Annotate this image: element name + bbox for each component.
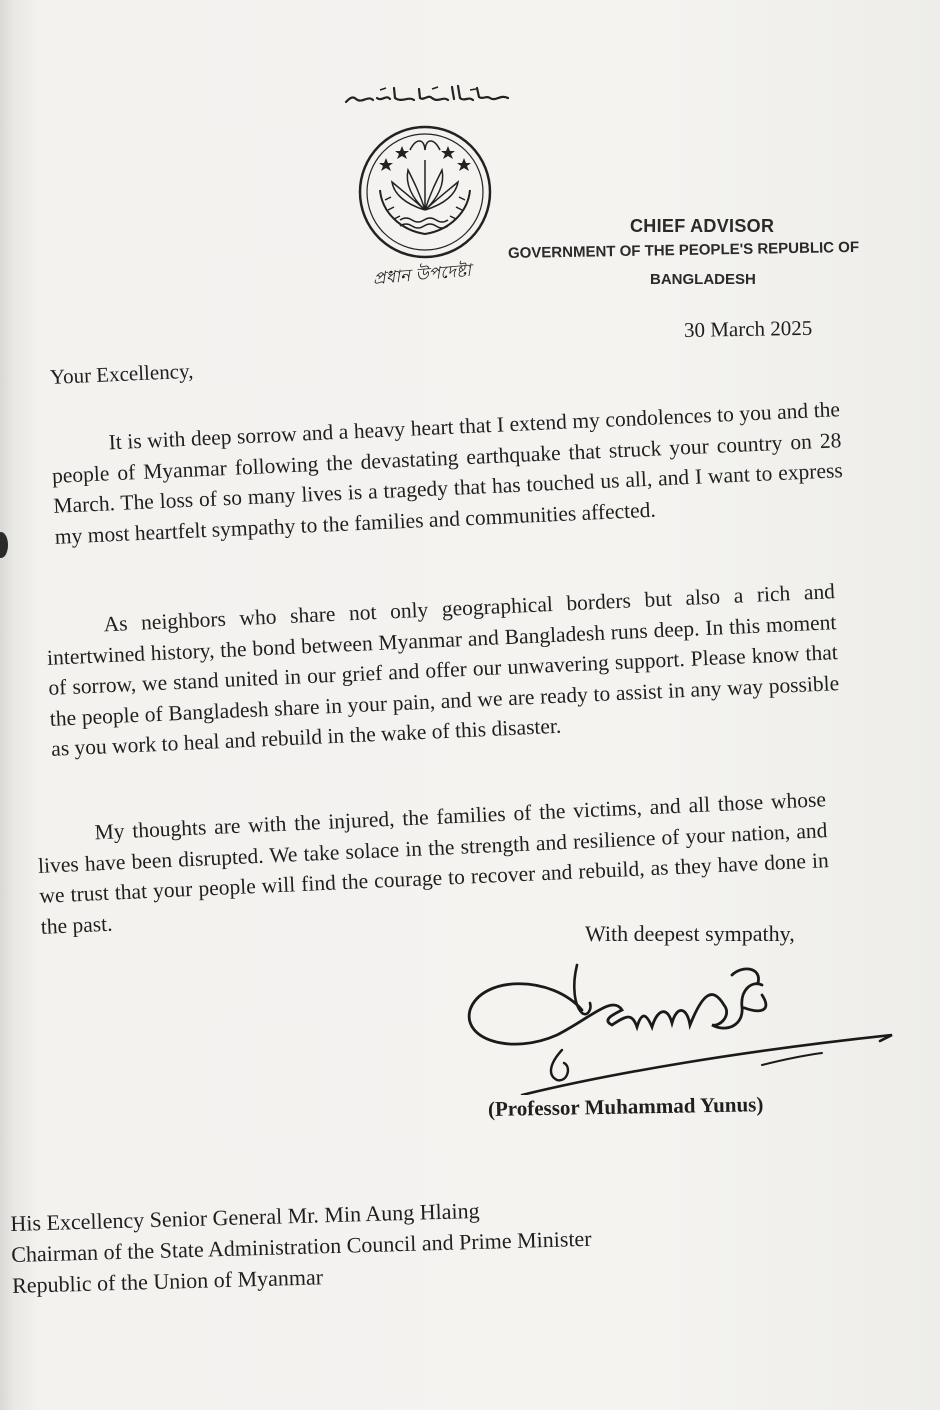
office-title: CHIEF ADVISOR <box>630 216 775 236</box>
body-paragraph-1: It is with deep sorrow and a heavy heart that I extend my condolences to you and the people of Myanmar following the devastating earthquake that struck your country on 28 March. The loss of so many lives is a tragedy that has touched us all, and I want to express my most heartfelt sympathy to the families and communities affected. <box>51 397 844 549</box>
bismillah-calligraphy <box>340 80 515 110</box>
addressee-line-1: His Excellency Senior General Mr. Min Aung Hlaing <box>10 1197 480 1236</box>
signatory-name: (Professor Muhammad Yunus) <box>487 1092 764 1121</box>
addressee-line-3: Republic of the Union of Myanmar <box>11 1264 324 1298</box>
body-paragraph-3: My thoughts are with the injured, the families of the victims, and all those whose lives have been disrupted. We take solace in the strength and resilience of your nation, and we trust that your people will find the courage to recover and rebuild, as they have done in the past. <box>37 787 830 939</box>
body-paragraph-2: As neighbors who share not only geographical borders but also a rich and intertwined history, the bond between Myanmar and Bangladesh runs deep. In this moment of sorrow, we stand united in our grief and offer our unwavering support. Please know that the people of Bangladesh share in your pain, and we are ready to assist in any way possible as you work to heal and rebuild in the wake of this disaster. <box>46 579 840 761</box>
bangladesh-emblem-seal <box>350 120 500 290</box>
binding-hole <box>0 532 8 558</box>
closing-line: With deepest sympathy, <box>585 921 795 946</box>
addressee-line-2: Chairman of the State Administration Council and Prime Minister <box>10 1225 592 1267</box>
letter-date: 30 March 2025 <box>683 315 813 342</box>
salutation: Your Excellency, <box>49 358 194 389</box>
government-name: GOVERNMENT OF THE PEOPLE'S REPUBLIC OF <box>507 238 860 262</box>
country-name: BANGLADESH <box>650 271 756 288</box>
handwritten-signature <box>462 955 897 1095</box>
addressee-block <box>10 1192 593 1301</box>
svg-text:প্রধান উপদেষ্টা: প্রধান উপদেষ্টা <box>372 260 472 290</box>
